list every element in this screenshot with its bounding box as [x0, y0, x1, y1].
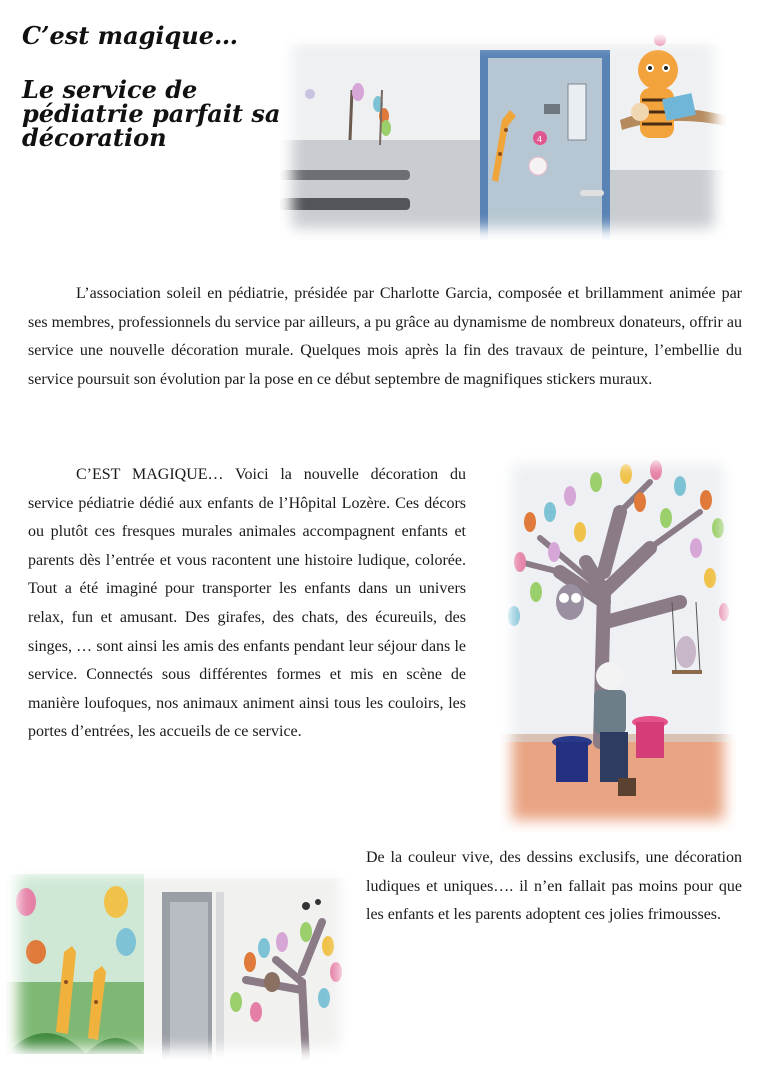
corridor-door-photo [280, 30, 726, 240]
tree-child-photo [500, 452, 736, 832]
title-line-1: C’est magique… [22, 21, 239, 50]
intro-text: L’association soleil en pédiatrie, présidée par Charlotte Garcia, composée et brillamment animée par ses membres, professionnels du service par ailleurs, a pu grâce au dynamisme de nombreux donateurs, offrir au service une nouvelle décoration murale. Quelques mois après la fin des travaux de peinture, l’embellie du service poursuit son évolution par la pose en ce début septembre de magnifiques stickers muraux. [28, 285, 742, 388]
couleur-paragraph [366, 844, 742, 930]
door-badge-number: 4 [537, 135, 543, 144]
page-title [22, 21, 284, 152]
title-line-3: pédiatrie parfait sa [22, 99, 281, 128]
title-line-2: Le service de [22, 75, 198, 104]
intro-paragraph [28, 280, 742, 394]
couleur-text: De la couleur vive, des dessins exclusifs, une décoration ludiques et uniques…. il n’en fallait pas moins pour que les enfants et les parents adoptent ces jolies frimousses. [366, 849, 742, 924]
magique-paragraph [28, 461, 466, 747]
magique-text: C’EST MAGIQUE… Voici la nouvelle décoration du service pédiatrie dédié aux enfants de l’Hôpital Lozère. Ces décors ou plutôt ces fresques murales animales accompagnent enfants et parents dès l’entrée et vous racontent une histoire ludique, colorée. Tout a été imaginé pour transporter les enfants dans un univers relax, fun et amusant. Des girafes, des chats, des écureuils, des singes, … sont ainsi les amis des enfants pendant leur séjour dans le service. Connectés sous différentes formes et mis en scène de manière loufoques, nos animaux animent ainsi tous les couloirs, les portes d’entrées, les accueils de ce service. [28, 466, 466, 741]
hallway-wall-photo [6, 862, 352, 1060]
title-line-4: décoration [22, 123, 167, 152]
